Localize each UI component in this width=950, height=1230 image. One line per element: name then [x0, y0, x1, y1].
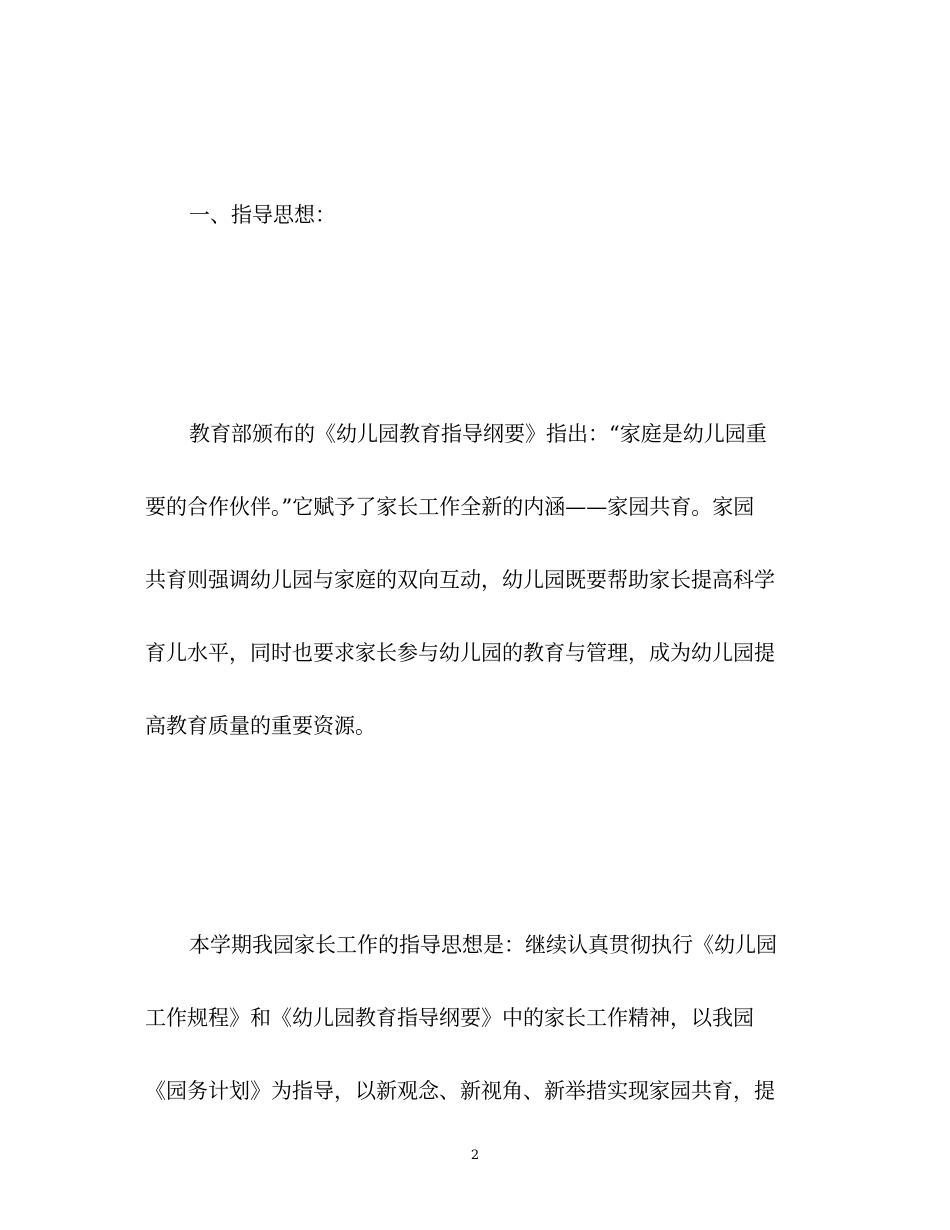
- paragraph-line: 教育部颁布的《幼儿园教育指导纲要》指出：“家庭是幼儿园重: [189, 422, 767, 446]
- paragraph-line: 《园务计划》为指导，以新观念、新视角、新举措实现家园共育，提: [145, 1079, 775, 1103]
- paragraph-line: 高教育质量的重要资源。: [145, 714, 376, 738]
- paragraph-line: 共育则强调幼儿园与家庭的双向互动，幼儿园既要帮助家长提高科学: [145, 568, 775, 592]
- paragraph-line: 育儿水平，同时也要求家长参与幼儿园的教育与管理，成为幼儿园提: [145, 641, 775, 665]
- paragraph-line: 要的合作伙伴。”它赋予了家长工作全新的内涵——家园共育。家园: [145, 495, 755, 519]
- section-heading: 一、指导思想：: [189, 203, 336, 227]
- page-number: 2: [470, 1148, 480, 1163]
- paragraph-line: 本学期我园家长工作的指导思想是：继续认真贯彻执行《幼儿园: [189, 933, 777, 957]
- paragraph-line: 工作规程》和《幼儿园教育指导纲要》中的家长工作精神，以我园: [145, 1006, 754, 1030]
